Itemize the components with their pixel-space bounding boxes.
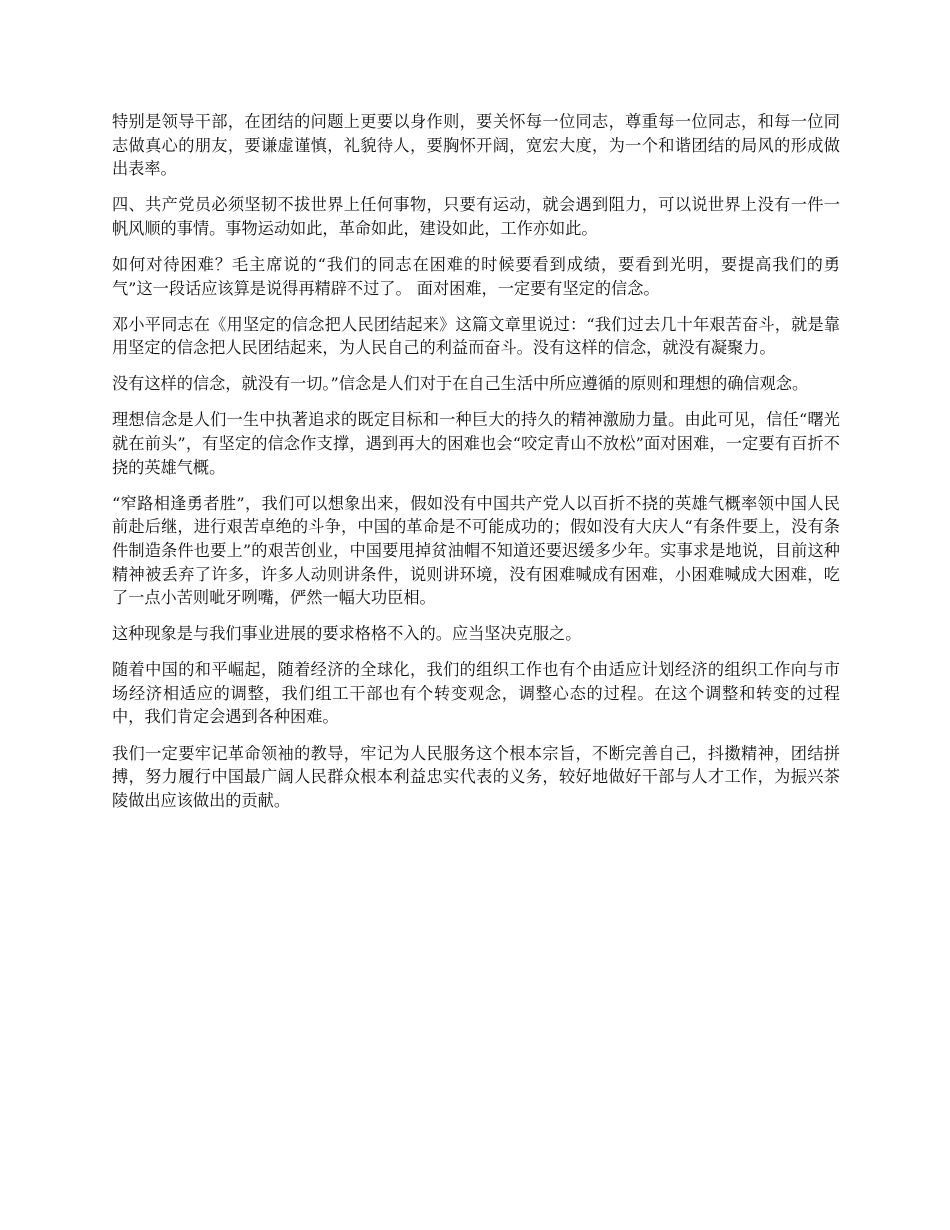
paragraph: 我们一定要牢记革命领袖的教导，牢记为人民服务这个根本宗旨，不断完善自己，抖擞精神，团结拼搏，努力履行中国最广阔人民群众根本利益忠实代表的义务，较好地做好干部与人才工作，为振兴茶陵做出应该做出的贡献。 [112, 743, 840, 810]
paragraph: 这种现象是与我们事业进展的要求格格不入的。应当坚决克服之。 [112, 624, 582, 644]
paragraph: 特别是领导干部，在团结的问题上更要以身作则，要关怀每一位同志，尊重每一位同志，和每一位同志做真心的朋友，要谦虚谨慎，礼貌待人，要胸怀开阔，宽宏大度，为一个和谐团结的局风的形成做出表率。 [112, 112, 840, 179]
paragraph: 没有这样的信念，就没有一切。”信念是人们对于在自己生活中所应遵循的原则和理想的确信观念。 [112, 374, 809, 394]
paragraph: 邓小平同志在《用坚定的信念把人民团结起来》这篇文章里说过：“我们过去几十年艰苦奋斗，就是靠用坚定的信念把人民团结起来，为人民自己的利益而奋斗。没有这样的信念，就没有凝聚力。 [112, 314, 840, 358]
paragraph: “窄路相逢勇者胜”，我们可以想象出来，假如没有中国共产党人以百折不挠的英雄气概率领中国人民前赴后继，进行艰苦卓绝的斗争，中国的革命是不可能成功的；假如没有大庆人“有条件要上，没有条件制造条件也要上”的艰苦创业，中国要甩掉贫油帽不知道还要迟缓多少年。实事求是地说，目前这种精神被丢弃了许多，许多人动则讲条件，说则讲环境，没有困难喊成有困难，小困难喊成大困难，吃了一点小苦则呲牙咧嘴，俨然一幅大功臣相。 [112, 493, 840, 608]
document-body [112, 110, 840, 825]
paragraph: 如何对待困难？毛主席说的“我们的同志在困难的时候要看到成绩，要看到光明，要提高我们的勇气”这一段话应该算是说得再精辟不过了。 面对困难，一定要有坚定的信念。 [112, 254, 840, 298]
paragraph: 四、共产党员必须坚韧不拔世界上任何事物，只要有运动，就会遇到阻力，可以说世界上没有一件一帆风顺的事情。事物运动如此，革命如此，建设如此，工作亦如此。 [112, 195, 840, 238]
paragraph: 随着中国的和平崛起，随着经济的全球化，我们的组织工作也有个由适应计划经济的组织工作向与市场经济相适应的调整，我们组工干部也有个转变观念，调整心态的过程。在这个调整和转变的过程中，我们肯定会遇到各种困难。 [112, 660, 840, 727]
paragraph: 理想信念是人们一生中执著追求的既定目标和一种巨大的持久的精神激励力量。由此可见，信任“曙光就在前头”，有坚定的信念作支撑，遇到再大的困难也会“咬定青山不放松”面对困难，一定要有百折不挠的英雄气概。 [112, 410, 840, 477]
